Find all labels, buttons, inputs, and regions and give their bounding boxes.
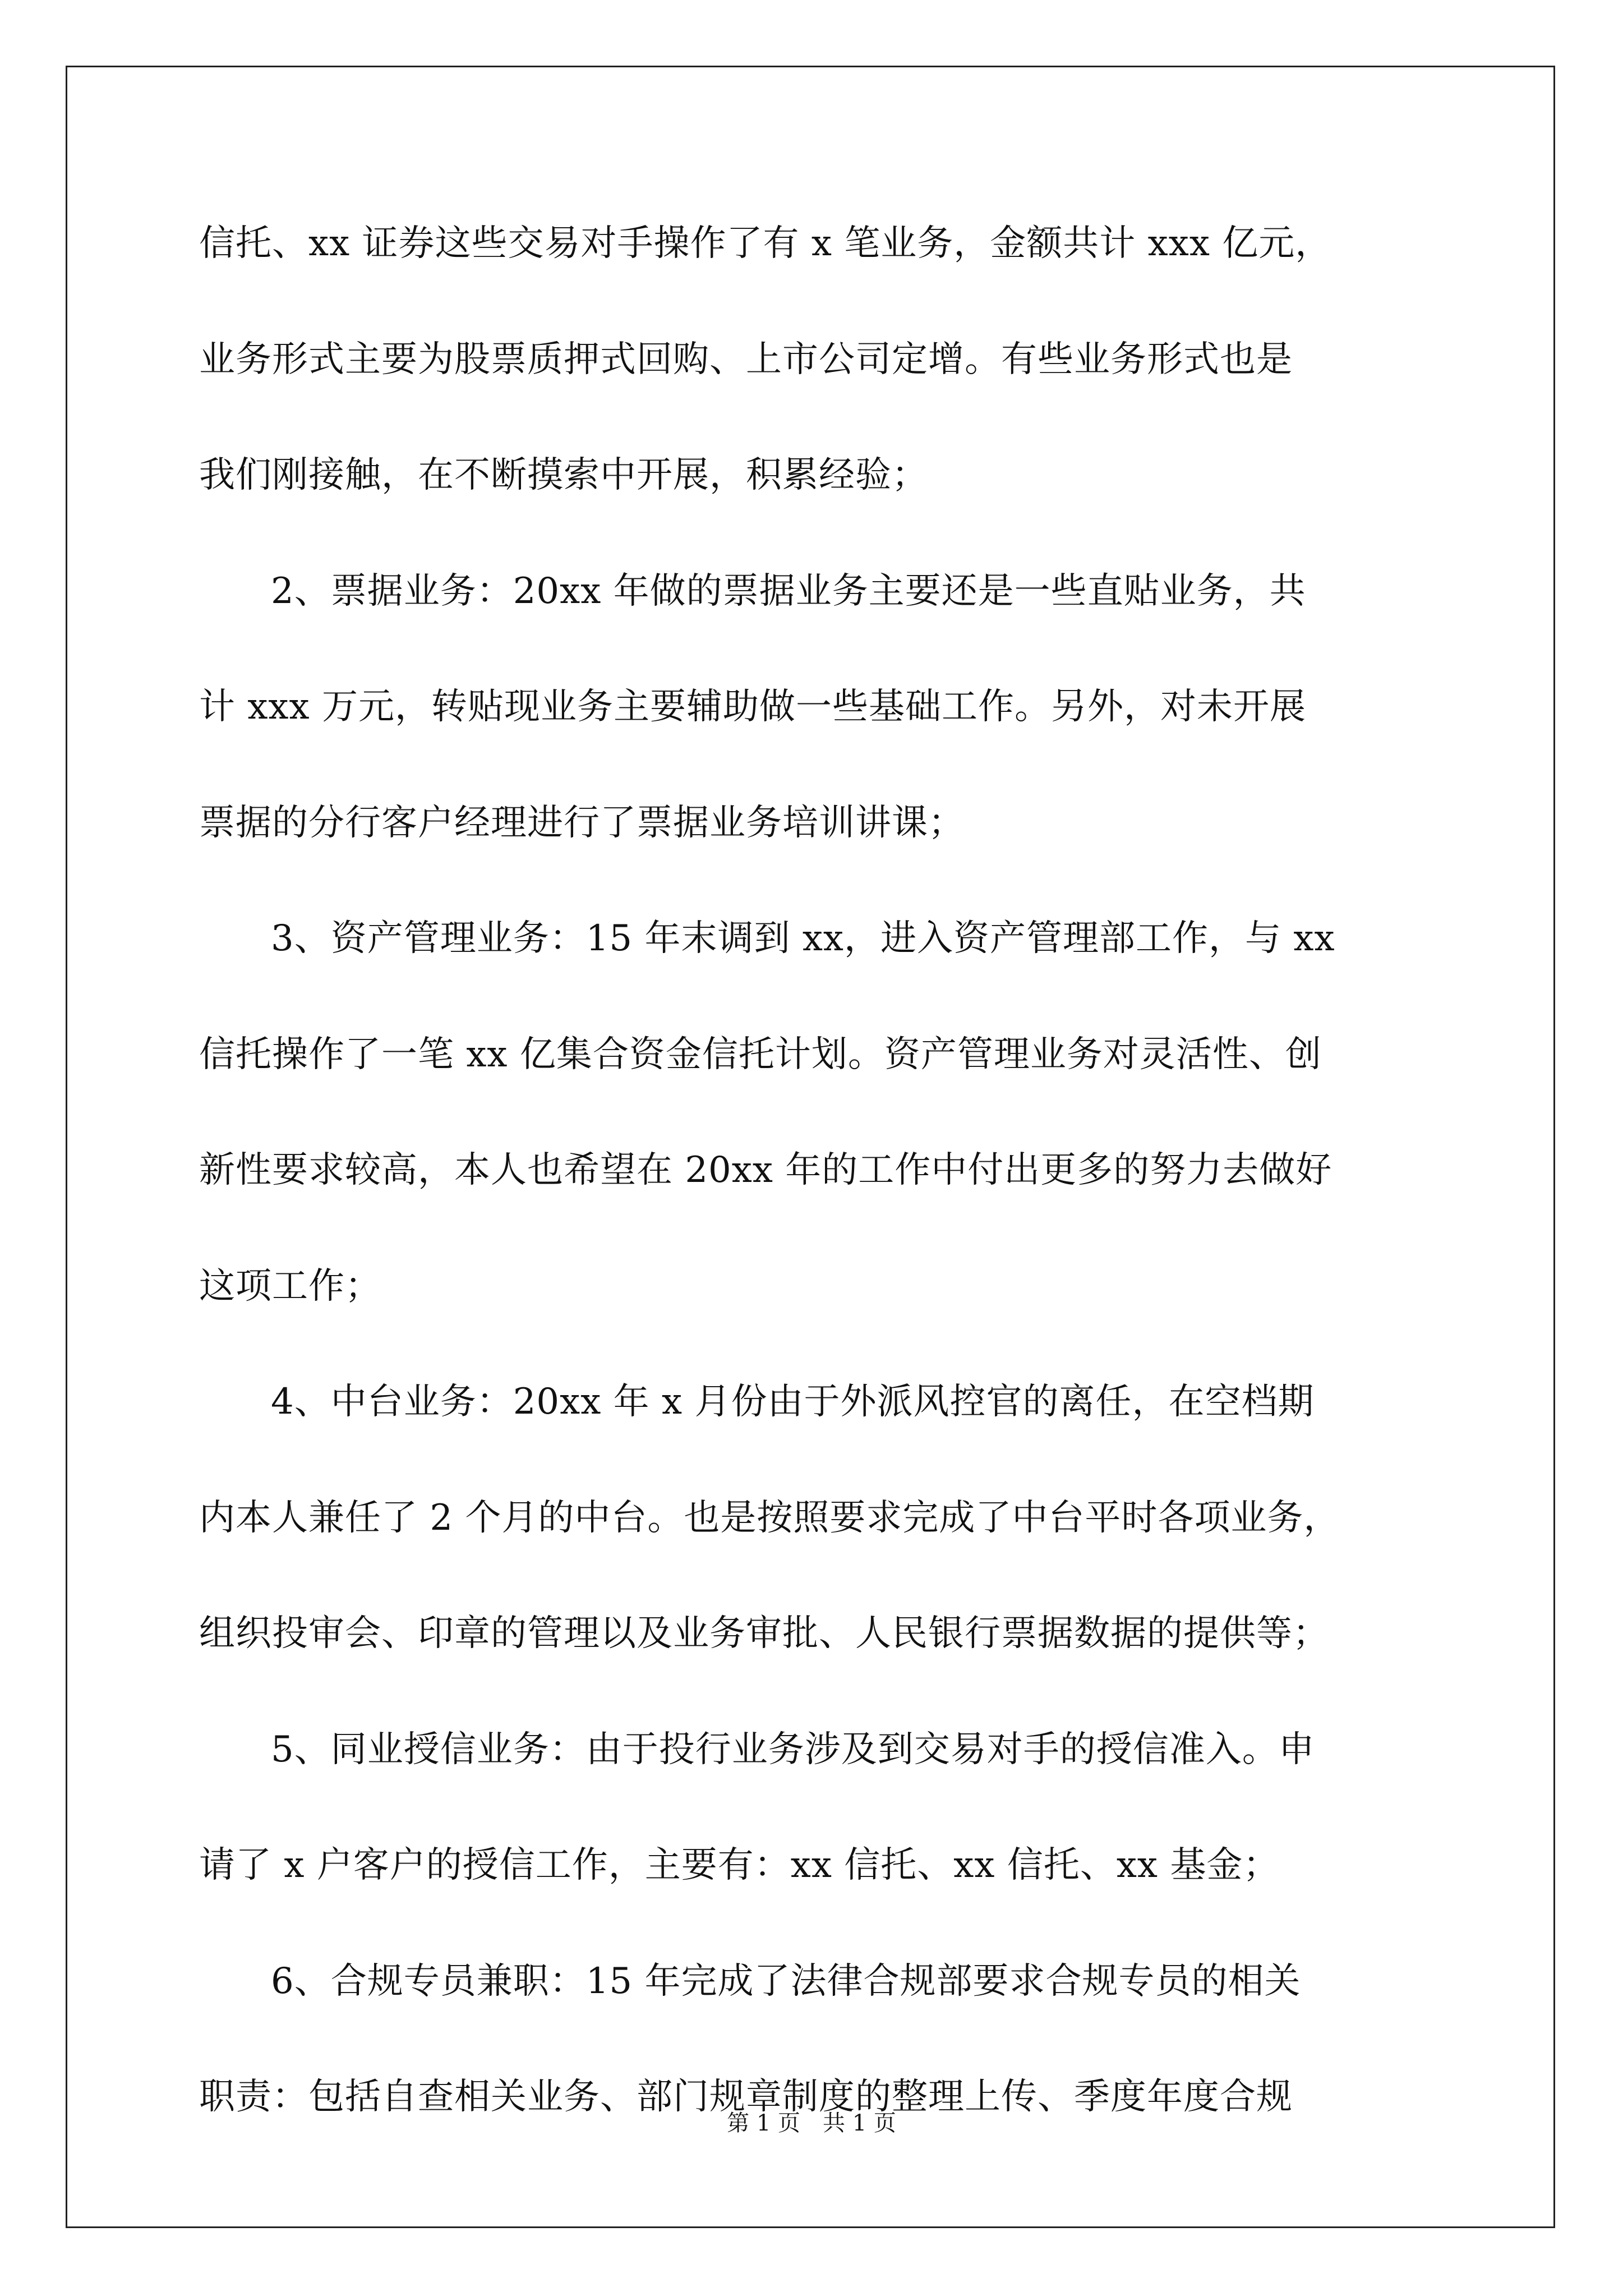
text-line-content: 5、同业授信业务：由于投行业务涉及到交易对手的授信准入。申 <box>271 1728 1315 1770</box>
text-line-content: 信托、xx 证券这些交易对手操作了有 x 笔业务，金额共计 xxx 亿元， <box>199 223 1332 264</box>
page-border <box>66 66 1555 2228</box>
text-line-content: 票据的分行客户经理进行了票据业务培训讲课； <box>199 802 965 844</box>
text-line-content: 6、合规专员兼职：15 年完成了法律合规部要求合规专员的相关 <box>271 1960 1301 2002</box>
text-line-content: 请了 x 户客户的授信工作，主要有：xx 信托、xx 信托、xx 基金； <box>199 1844 1280 1886</box>
text-line-content: 组织投审会、印章的管理以及业务审批、人民银行票据数据的提供等； <box>199 1613 1329 1654</box>
text-line-content: 这项工作； <box>199 1265 381 1307</box>
text-line-content: 内本人兼任了 2 个月的中台。也是按照要求完成了中台平时各项业务， <box>199 1497 1340 1539</box>
text-line-content: 信托操作了一笔 xx 亿集合资金信托计划。资产管理业务对灵活性、创 <box>199 1033 1322 1075</box>
text-line-content: 2、票据业务：20xx 年做的票据业务主要还是一些直贴业务，共 <box>271 570 1306 612</box>
text-line-content: 计 xxx 万元，转贴现业务主要辅助做一些基础工作。另外，对未开展 <box>199 686 1306 728</box>
text-line-content: 我们刚接触，在不断摸索中开展，积累经验； <box>199 454 928 496</box>
text-line-content: 业务形式主要为股票质押式回购、上市公司定增。有些业务形式也是 <box>199 338 1293 380</box>
text-line-content: 3、资产管理业务：15 年末调到 xx，进入资产管理部工作，与 xx <box>271 918 1335 959</box>
text-line-content: 新性要求较高，本人也希望在 20xx 年的工作中付出更多的努力去做好 <box>199 1149 1332 1191</box>
page-footer: 第 1 页 共 1 页 <box>727 2110 896 2136</box>
text-line-content: 职责：包括自查相关业务、部门规章制度的整理上传、季度年度合规 <box>199 2076 1293 2118</box>
text-line-content: 4、中台业务：20xx 年 x 月份由于外派风控官的离任，在空档期 <box>271 1381 1315 1423</box>
